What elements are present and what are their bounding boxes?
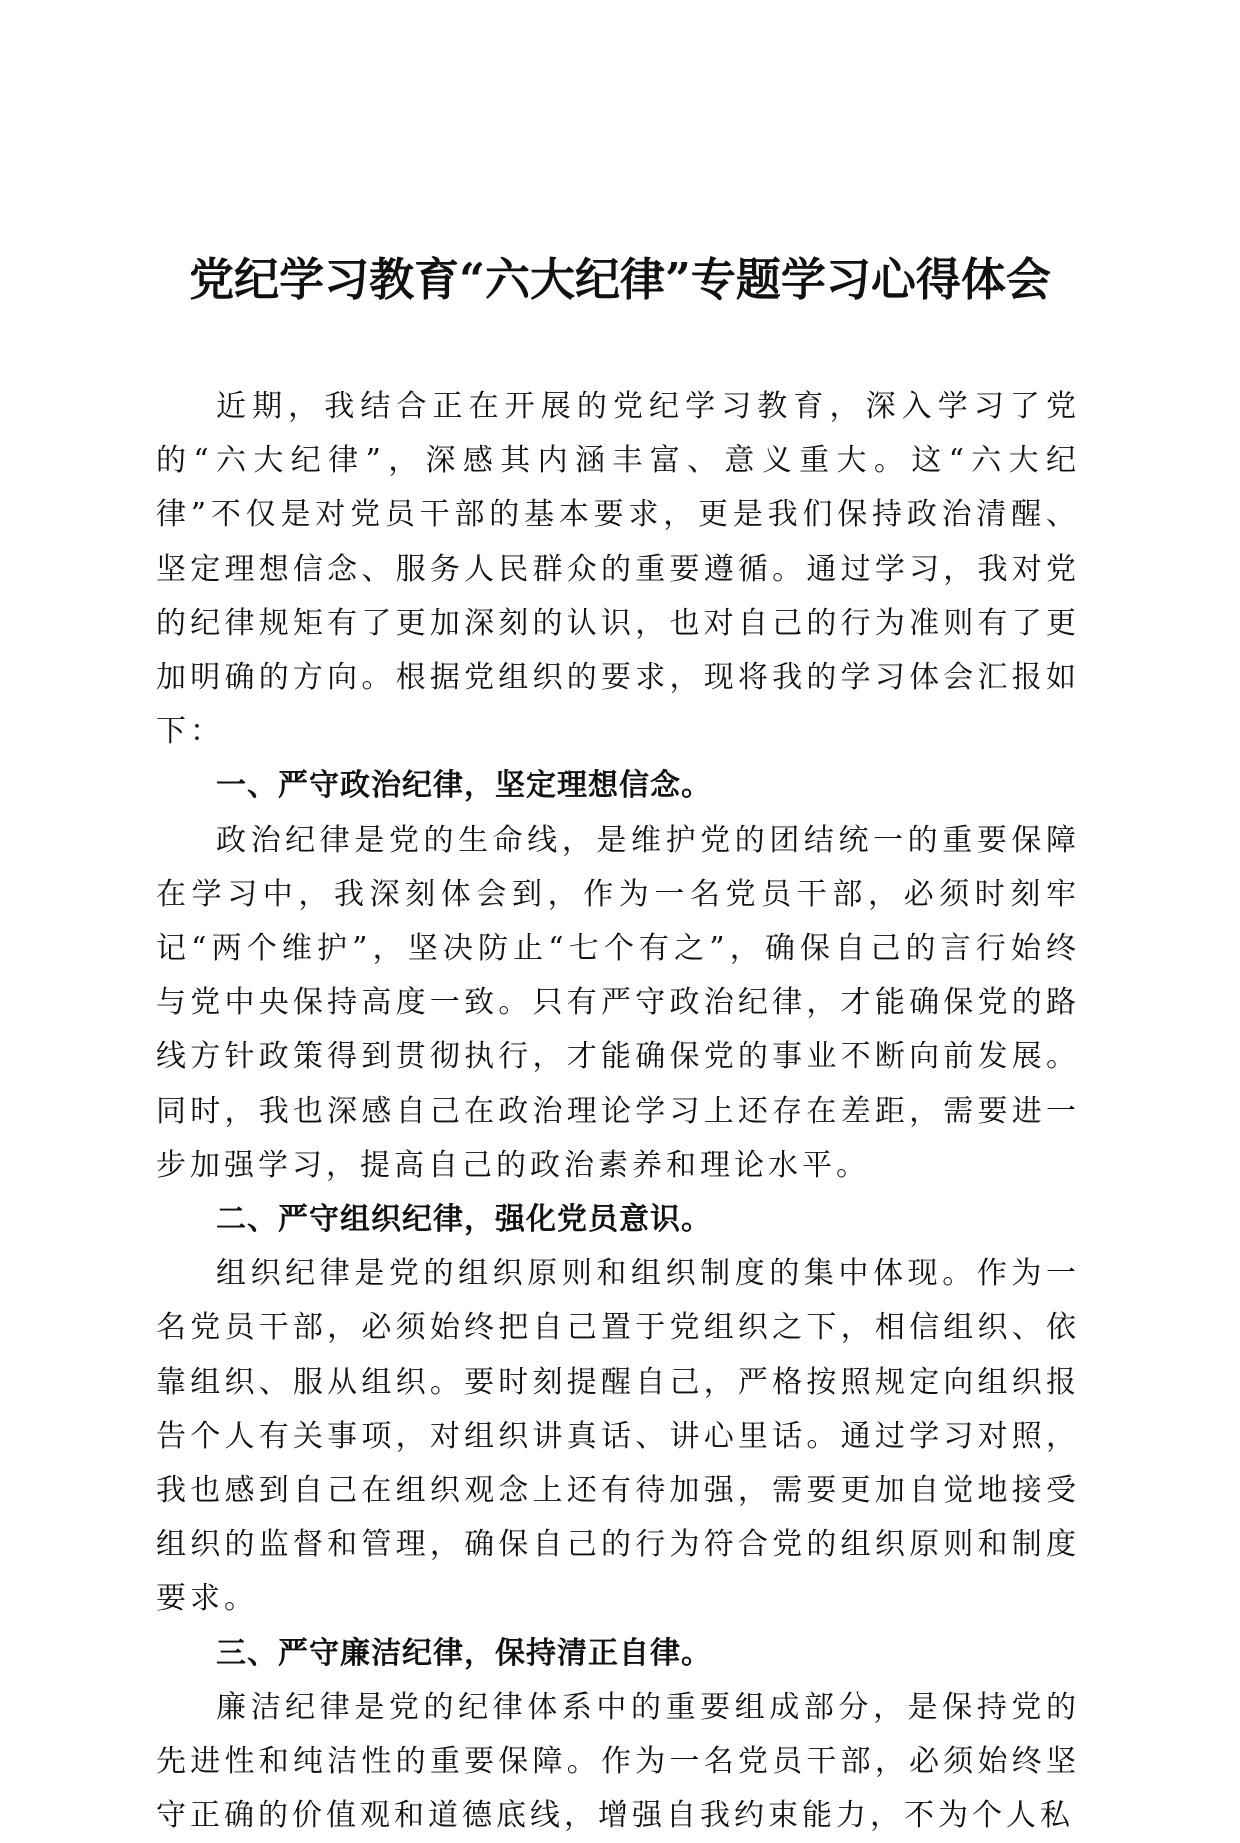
section-heading-integrity: 三、严守廉洁纪律，保持清正自律。 xyxy=(216,1635,712,1671)
section-heading-political: 一、严守政治纪律，坚定理想信念。 xyxy=(216,768,712,804)
section-paragraph-political: 政治纪律是党的生命线，是维护党的团结统一的重要保障在学习中，我深刻体会到，作为一名党员干部，必须时刻牢记“两个维护”，坚决防止“七个有之”，确保自己的言行始终与党中央保持高度一致。只有严守政治纪律，才能确保党的路线方针政策得到贯彻执行，才能确保党的事业不断向前发展。同时，我也深感自己在政治理论学习上还存在差距，需要进一步加强学习，提高自己的政治素养和理论水平。 xyxy=(156,822,1080,1183)
section-heading-organizational: 二、严守组织纪律，强化党员意识。 xyxy=(216,1202,712,1238)
document-title: 党纪学习教育“六大纪律”专题学习心得体会 xyxy=(189,253,1051,306)
document-body xyxy=(156,380,1080,1843)
intro-paragraph: 近期，我结合正在开展的党纪学习教育，深入学习了党的“六大纪律”，深感其内涵丰富、意义重大。这“六大纪律”不仅是对党员干部的基本要求，更是我们保持政治清醒、坚定理想信念、服务人民群众的重要遵循。通过学习，我对党的纪律规矩有了更加深刻的认识，也对自己的行为准则有了更加明确的方向。根据党组织的要求，现将我的学习体会汇报如下： xyxy=(156,389,1080,750)
section-paragraph-organizational: 组织纪律是党的组织原则和组织制度的集中体现。作为一名党员干部，必须始终把自己置于党组织之下，相信组织、依靠组织、服从组织。要时刻提醒自己，严格按照规定向组织报告个人有关事项，对组织讲真话、讲心里话。通过学习对照，我也感到自己在组织观念上还有待加强，需要更加自觉地接受组织的监督和管理，确保自己的行为符合党的组织原则和制度要求。 xyxy=(156,1256,1080,1617)
section-paragraph-integrity: 廉洁纪律是党的纪律体系中的重要组成部分，是保持党的先进性和纯洁性的重要保障。作为一名党员干部，必须始终坚守正确的价值观和道德底线，增强自我约束能力，不为个人私 xyxy=(156,1689,1080,1834)
